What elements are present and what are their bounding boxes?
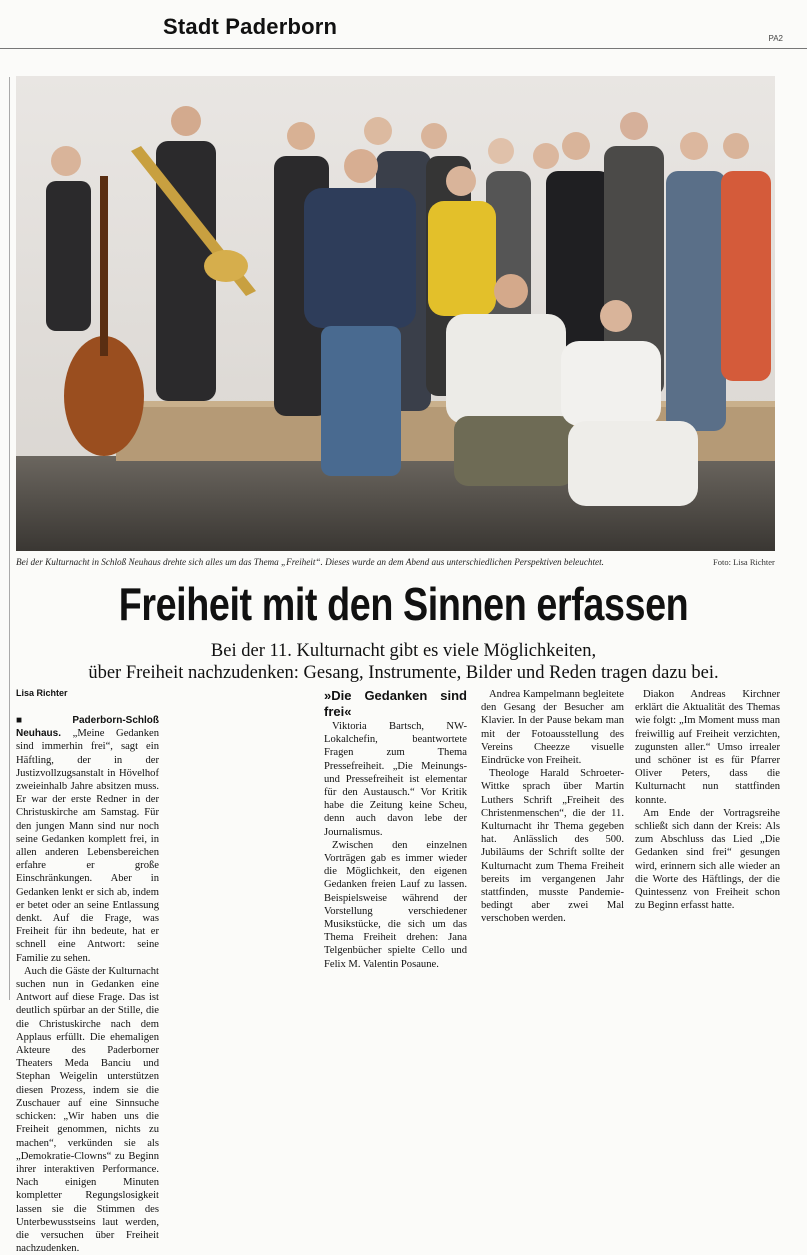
article-headline: Freiheit mit den Sinnen erfassen [118, 578, 689, 630]
paragraph: Zwischen den einzelnen Vorträgen gab es immer wieder die Möglichkeit, den eigenen Gedanken freien Lauf zu lassen. Beispielsweise während der Vorstellung verschiedener Musikstücke, die sich um das Thema Freiheit drehen: Jana Telgenbücher spielte Cello und Felix M. Valentin Posaune. [324, 839, 467, 970]
article-author: Lisa Richter [16, 688, 68, 698]
article-column-1 [16, 714, 159, 1255]
article-subheadline-line1: Bei der 11. Kulturnacht gibt es viele Möglichkeiten, [210, 641, 597, 661]
page-header [0, 0, 807, 48]
article-column-5 [635, 688, 780, 1000]
article-column-2 [170, 688, 313, 1000]
paragraph: Diakon Andreas Kirchner erklärt die Aktualität des Themas wie folgt: „Im Moment muss man freiwillig auf Freiheit verzichten, zugunsten aller.“ Umso irrealer und schöner ist es für Pfarrer Oliver Peters, dass die Kulturnacht nun stattfinden konnte. [635, 689, 780, 806]
paragraph: Am Ende der Vortragsreihe schließt sich dann der Kreis: Als zum Abschluss das Lied „Die Gedanken sind frei“ gesungen wird, erinnern sich alle wieder an die Worte des Häftlings, der die Quintessenz von Freiheit schon zu Beginn erfasst hatte. [635, 807, 780, 912]
article-column-3 [324, 688, 467, 1000]
article-column-4 [481, 688, 624, 1000]
margin-rule [9, 77, 10, 1000]
photo-credit: Foto: Lisa Richter [713, 557, 775, 567]
photo-caption: Bei der Kulturnacht in Schloß Neuhaus drehte sich alles um das Thema „Freiheit“. Dieses wurde an dem Abend aus unterschiedlichen Perspektiven beleuchtet. [16, 557, 604, 567]
dateline: ■ Paderborn-Schloß Neuhaus. [16, 715, 159, 740]
paragraph: Theologe Harald Schroeter-Wittke sprach über Martin Luthers Schrift „Freiheit des Christenmenschen“, die der 11. Kulturnacht ihr Thema gegeben hat. Anlässlich des 500. Jubiläums der Schrift sollte der Kulturnacht zum Thema Freiheit bereits im vergangenen Jahr stattfinden, musste Pandemie-bedingt aber zwei Mal verschoben werden. [481, 768, 624, 925]
header-divider [0, 48, 807, 49]
article-subhead: »Die Gedanken sind frei« [324, 688, 467, 719]
paragraph: Viktoria Bartsch, NW-Lokalchefin, beantwortete Fragen zum Thema Pressefreiheit. „Die Meinungs- und Pressefreiheit ist elementar für den Austausch.“ Vor Kritik habe die Zeitung keine Scheu, denn auch davon lebe der Journalismus. [324, 721, 467, 838]
paragraph: Andrea Kampelmann begleitete den Gesang der Besucher am Klavier. In der Pause bekam man mit der Fotoausstellung des Vereins Cheezze visuelle Eindrücke von Freiheit. [481, 689, 624, 767]
paragraph: „Meine Gedanken sind immerhin frei“, sagt ein Häftling, der in der Justizvollzugsanstalt in Hövelhof zweieinhalb Jahre absitzen muss. Er war der erste Redner in der Christuskirche am Samstag. Für den jungen Mann sind nur noch seine Gedanken komplett frei, in allen anderen Lebensbereichen erfahre er große Einschränkungen. Aber in Gedanken lenkt er sich ab, indem er betet oder an seine Entlassung denkt. Auf die Frage, was Freiheit für ihn bedeute, hat er schnell eine Antwort: seine Familie zu sehen. [16, 728, 159, 964]
paragraph: Auch die Gäste der Kulturnacht suchen nun in Gedanken eine Antwort auf diese Frage. Das ist deutlich spürbar an der Stille, die die Christuskirche nach dem Applaus erfüllt. Die ehemaligen Akteure des Paderborner Theaters Meda Banciu und Stephan Weigelin unterstützen diesen Prozess, indem sie die Zuschauer auf eine Sinnsuche schicken: „Wir haben uns die Freiheit genommen, nichts zu machen“, verkünden sie als „Demokratie-Clowns“ zu Beginn ihrer interaktiven Performance. Nach einigen Minuten kompletter Regungslosigkeit lassen sie die Stimmen des Unterbewusstseins laut werden, die versuchen über Freiheit nachzudenken. [16, 965, 159, 1255]
page-number: PA2 [768, 34, 783, 43]
article-subheadline-line2: über Freiheit nachzudenken: Gesang, Instrumente, Bilder und Reden tragen dazu bei. [88, 663, 719, 683]
group-photo [16, 76, 775, 551]
group-photo-illustration [16, 76, 775, 551]
section-title: Stadt Paderborn [163, 14, 338, 39]
